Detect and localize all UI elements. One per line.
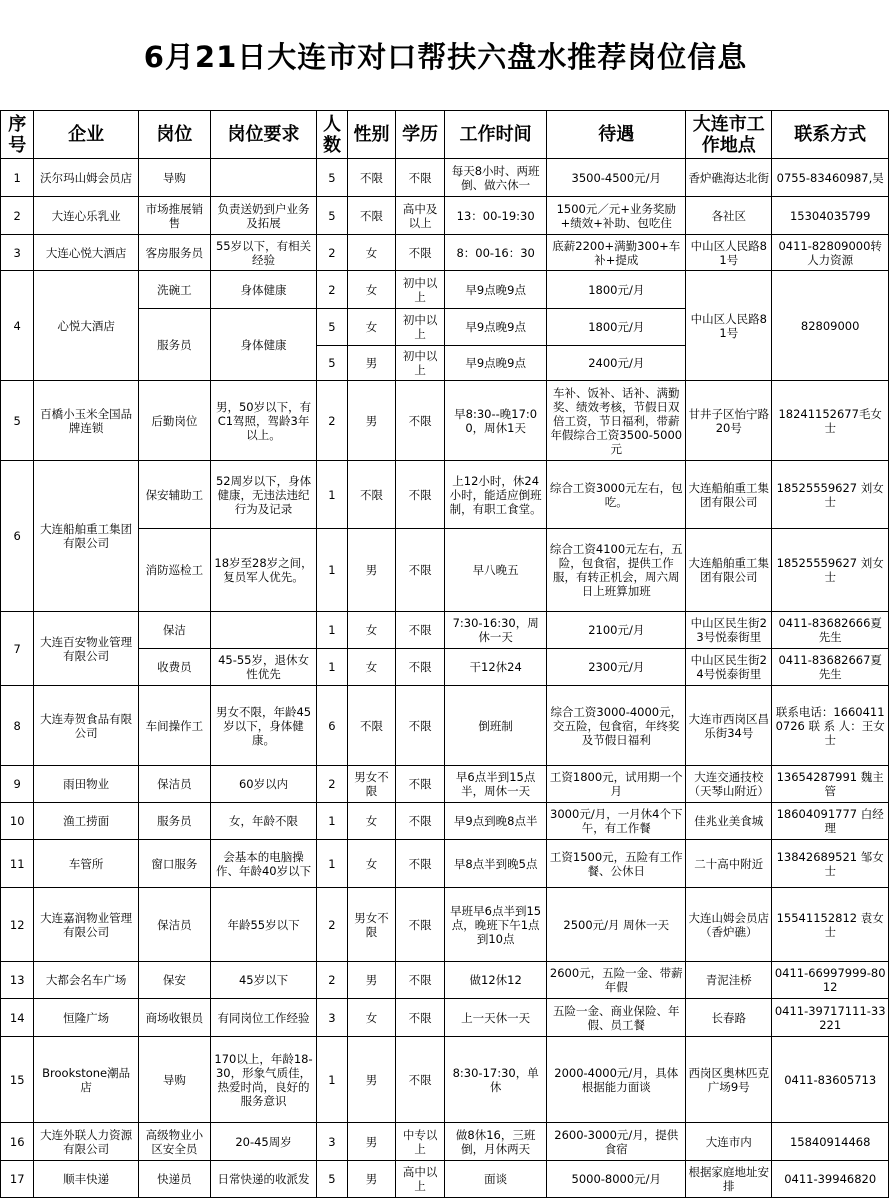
cell-no: 7 xyxy=(1,612,34,686)
cell-req: 男，50岁以下，有C1驾照，驾龄3年以上。 xyxy=(210,381,316,461)
cell-edu: 初中以上 xyxy=(396,271,445,309)
header-company: 企业 xyxy=(34,111,138,159)
cell-edu: 中专以上 xyxy=(396,1123,445,1161)
cell-edu: 不限 xyxy=(396,612,445,649)
cell-company: 大连心乐乳业 xyxy=(34,197,138,235)
cell-count: 2 xyxy=(317,888,347,962)
cell-gender: 男女不限 xyxy=(347,888,396,962)
cell-count: 1 xyxy=(317,649,347,686)
cell-time: 早8点半到晚5点 xyxy=(444,840,546,888)
cell-gender: 男 xyxy=(347,962,396,999)
cell-edu: 初中以上 xyxy=(396,309,445,346)
cell-gender: 男 xyxy=(347,346,396,381)
cell-place: 大连船舶重工集团有限公司 xyxy=(686,529,772,612)
cell-req: 负责送奶到户业务及拓展 xyxy=(210,197,316,235)
cell-gender: 女 xyxy=(347,612,396,649)
cell-place: 大连船舶重工集团有限公司 xyxy=(686,461,772,529)
cell-req xyxy=(210,612,316,649)
cell-post: 导购 xyxy=(138,1037,210,1123)
cell-edu: 高中及以上 xyxy=(396,197,445,235)
cell-post: 车间操作工 xyxy=(138,686,210,766)
cell-time: 干12休24 xyxy=(444,649,546,686)
cell-count: 3 xyxy=(317,1123,347,1161)
cell-no: 14 xyxy=(1,999,34,1037)
table-row xyxy=(1,999,889,1037)
cell-count: 2 xyxy=(317,271,347,309)
cell-pay: 3500-4500元/月 xyxy=(547,159,686,197)
cell-company: 顺丰快递 xyxy=(34,1161,138,1198)
cell-no: 12 xyxy=(1,888,34,962)
cell-time: 早9点晚9点 xyxy=(444,271,546,309)
cell-contact: 0755-83460987,吴 xyxy=(772,159,889,197)
cell-no: 1 xyxy=(1,159,34,197)
cell-contact: 0411-82809000转人力资源 xyxy=(772,235,889,271)
cell-time: 13：00-19:30 xyxy=(444,197,546,235)
cell-contact: 82809000 xyxy=(772,271,889,381)
cell-place: 中山区民生街23号悦泰街里 xyxy=(686,612,772,649)
header-count: 人数 xyxy=(317,111,347,159)
cell-contact: 0411-83682666夏先生 xyxy=(772,612,889,649)
header-req: 岗位要求 xyxy=(210,111,316,159)
cell-no: 13 xyxy=(1,962,34,999)
cell-company: Brookstone潮品店 xyxy=(34,1037,138,1123)
cell-place: 大连山姆会员店（香炉礁） xyxy=(686,888,772,962)
cell-company: 渔工捞面 xyxy=(34,803,138,840)
table-row xyxy=(1,962,889,999)
cell-time: 上12小时，休24小时，能适应倒班制，有职工食堂。 xyxy=(444,461,546,529)
cell-place: 长春路 xyxy=(686,999,772,1037)
cell-post: 高级物业小区安全员 xyxy=(138,1123,210,1161)
table-row xyxy=(1,1161,889,1198)
cell-post: 快递员 xyxy=(138,1161,210,1198)
cell-pay: 工资1500元，五险有工作餐、公休日 xyxy=(547,840,686,888)
cell-contact: 18604091777 白经理 xyxy=(772,803,889,840)
cell-post: 市场推展销售 xyxy=(138,197,210,235)
cell-post: 洗碗工 xyxy=(138,271,210,309)
cell-pay: 2300元/月 xyxy=(547,649,686,686)
cell-time: 早班早6点半到15点，晚班下午1点到10点 xyxy=(444,888,546,962)
cell-pay: 2600元，五险一金、带薪年假 xyxy=(547,962,686,999)
cell-count: 5 xyxy=(317,197,347,235)
cell-req: 45岁以下 xyxy=(210,962,316,999)
cell-pay: 2100元/月 xyxy=(547,612,686,649)
cell-contact: 0411-39717111-33221 xyxy=(772,999,889,1037)
cell-pay: 综合工资3000元左右，包吃。 xyxy=(547,461,686,529)
cell-time: 8:30-17:30，单休 xyxy=(444,1037,546,1123)
jobs-table xyxy=(0,110,889,1198)
cell-count: 1 xyxy=(317,803,347,840)
header-contact: 联系方式 xyxy=(772,111,889,159)
cell-pay: 1800元/月 xyxy=(547,271,686,309)
cell-time: 面谈 xyxy=(444,1161,546,1198)
table-row xyxy=(1,766,889,803)
table-row xyxy=(1,1037,889,1123)
cell-time: 早8:30--晚17:00，周休1天 xyxy=(444,381,546,461)
cell-post: 保安 xyxy=(138,962,210,999)
cell-edu: 不限 xyxy=(396,766,445,803)
cell-contact: 13842689521 邹女士 xyxy=(772,840,889,888)
cell-no: 17 xyxy=(1,1161,34,1198)
cell-pay: 综合工资3000-4000元，交五险，包食宿，年终奖及节假日福利 xyxy=(547,686,686,766)
table-row xyxy=(1,461,889,529)
cell-place: 甘井子区怡宁路20号 xyxy=(686,381,772,461)
cell-pay: 5000-8000元/月 xyxy=(547,1161,686,1198)
cell-edu: 不限 xyxy=(396,461,445,529)
cell-count: 1 xyxy=(317,529,347,612)
cell-req: 有同岗位工作经验 xyxy=(210,999,316,1037)
cell-post: 窗口服务 xyxy=(138,840,210,888)
cell-edu: 不限 xyxy=(396,529,445,612)
table-row xyxy=(1,271,889,309)
cell-edu: 不限 xyxy=(396,381,445,461)
cell-gender: 不限 xyxy=(347,159,396,197)
cell-req: 45-55岁，退休女性优先 xyxy=(210,649,316,686)
cell-contact: 15541152812 袁女士 xyxy=(772,888,889,962)
header-place: 大连市工作地点 xyxy=(686,111,772,159)
cell-pay: 2400元/月 xyxy=(547,346,686,381)
cell-company: 百橋小玉米全国品牌连锁 xyxy=(34,381,138,461)
cell-req: 身体健康 xyxy=(210,271,316,309)
cell-pay: 车补、饭补、话补、满勤奖、绩效考核，节假日双倍工资，节日福利，带薪年假综合工资3500-5000元 xyxy=(547,381,686,461)
header-time: 工作时间 xyxy=(444,111,546,159)
cell-count: 5 xyxy=(317,346,347,381)
table-row xyxy=(1,840,889,888)
cell-post: 保安辅助工 xyxy=(138,461,210,529)
cell-pay: 3000元/月，一月休4个下午，有工作餐 xyxy=(547,803,686,840)
cell-count: 3 xyxy=(317,999,347,1037)
table-row xyxy=(1,1123,889,1161)
cell-contact: 15840914468 xyxy=(772,1123,889,1161)
cell-edu: 高中以上 xyxy=(396,1161,445,1198)
cell-post: 保洁员 xyxy=(138,766,210,803)
header-edu: 学历 xyxy=(396,111,445,159)
cell-req: 女，年龄不限 xyxy=(210,803,316,840)
cell-gender: 不限 xyxy=(347,197,396,235)
cell-gender: 男 xyxy=(347,1161,396,1198)
cell-post: 保洁员 xyxy=(138,888,210,962)
cell-req: 20-45周岁 xyxy=(210,1123,316,1161)
cell-count: 5 xyxy=(317,1161,347,1198)
cell-gender: 女 xyxy=(347,235,396,271)
cell-company: 大连船舶重工集团有限公司 xyxy=(34,461,138,612)
cell-gender: 不限 xyxy=(347,461,396,529)
cell-company: 心悦大酒店 xyxy=(34,271,138,381)
cell-no: 2 xyxy=(1,197,34,235)
cell-pay: 1500元／元+业务奖励+绩效+补助、包吃住 xyxy=(547,197,686,235)
cell-contact: 18525559627 刘女士 xyxy=(772,461,889,529)
cell-contact: 15304035799 xyxy=(772,197,889,235)
cell-pay: 2500元/月 周休一天 xyxy=(547,888,686,962)
cell-edu: 不限 xyxy=(396,649,445,686)
cell-time: 做8休16，三班倒，月休两天 xyxy=(444,1123,546,1161)
cell-pay: 综合工资4100元左右，五险，包食宿，提供工作服，有转正机会，周六周日上班算加班 xyxy=(547,529,686,612)
cell-req: 男女不限，年龄45岁以下，身体健康。 xyxy=(210,686,316,766)
cell-place: 二十高中附近 xyxy=(686,840,772,888)
cell-no: 8 xyxy=(1,686,34,766)
cell-no: 3 xyxy=(1,235,34,271)
cell-place: 大连交通技校（天琴山附近） xyxy=(686,766,772,803)
cell-gender: 女 xyxy=(347,803,396,840)
cell-company: 大连百安物业管理有限公司 xyxy=(34,612,138,686)
cell-place: 西岗区奥林匹克广场9号 xyxy=(686,1037,772,1123)
cell-place: 根据家庭地址安排 xyxy=(686,1161,772,1198)
cell-place: 香炉礁海达北街 xyxy=(686,159,772,197)
cell-gender: 男 xyxy=(347,1123,396,1161)
header-pay: 待遇 xyxy=(547,111,686,159)
cell-edu: 不限 xyxy=(396,159,445,197)
cell-edu: 不限 xyxy=(396,235,445,271)
cell-no: 5 xyxy=(1,381,34,461)
cell-gender: 女 xyxy=(347,649,396,686)
cell-count: 1 xyxy=(317,612,347,649)
cell-no: 6 xyxy=(1,461,34,612)
cell-company: 大都会名车广场 xyxy=(34,962,138,999)
cell-post: 导购 xyxy=(138,159,210,197)
cell-gender: 男 xyxy=(347,381,396,461)
cell-contact: 0411-83682667夏先生 xyxy=(772,649,889,686)
cell-count: 1 xyxy=(317,1037,347,1123)
cell-edu: 不限 xyxy=(396,888,445,962)
cell-time: 7:30-16:30，周休一天 xyxy=(444,612,546,649)
cell-post: 收费员 xyxy=(138,649,210,686)
cell-edu: 初中以上 xyxy=(396,346,445,381)
cell-edu: 不限 xyxy=(396,840,445,888)
table-row xyxy=(1,686,889,766)
cell-edu: 不限 xyxy=(396,962,445,999)
cell-pay: 底薪2200+满勤300+车补+提成 xyxy=(547,235,686,271)
cell-gender: 女 xyxy=(347,271,396,309)
cell-time: 每天8小时、两班倒、做六休一 xyxy=(444,159,546,197)
cell-contact: 0411-39946820 xyxy=(772,1161,889,1198)
cell-post: 客房服务员 xyxy=(138,235,210,271)
cell-edu: 不限 xyxy=(396,999,445,1037)
cell-req: 日常快递的收派发 xyxy=(210,1161,316,1198)
cell-contact: 0411-83605713 xyxy=(772,1037,889,1123)
header-post: 岗位 xyxy=(138,111,210,159)
cell-gender: 女 xyxy=(347,309,396,346)
cell-gender: 女 xyxy=(347,999,396,1037)
cell-count: 2 xyxy=(317,766,347,803)
cell-count: 5 xyxy=(317,159,347,197)
cell-no: 11 xyxy=(1,840,34,888)
cell-time: 早9点到晚8点半 xyxy=(444,803,546,840)
cell-time: 倒班制 xyxy=(444,686,546,766)
cell-pay: 五险一金、商业保险、年假、员工餐 xyxy=(547,999,686,1037)
cell-time: 早9点晚9点 xyxy=(444,346,546,381)
cell-time: 早6点半到15点半，周休一天 xyxy=(444,766,546,803)
table-row xyxy=(1,235,889,271)
header-row xyxy=(1,111,889,159)
header-gender: 性别 xyxy=(347,111,396,159)
cell-req: 52周岁以下，身体健康，无违法违纪行为及记录 xyxy=(210,461,316,529)
table-row xyxy=(1,197,889,235)
cell-no: 4 xyxy=(1,271,34,381)
cell-gender: 不限 xyxy=(347,686,396,766)
cell-place: 中山区民生街24号悦泰街里 xyxy=(686,649,772,686)
cell-post: 保洁 xyxy=(138,612,210,649)
table-row xyxy=(1,159,889,197)
cell-company: 沃尔玛山姆会员店 xyxy=(34,159,138,197)
cell-req: 170以上，年龄18-30，形象气质佳，热爱时尚，良好的服务意识 xyxy=(210,1037,316,1123)
cell-no: 9 xyxy=(1,766,34,803)
cell-contact: 0411-66997999-8012 xyxy=(772,962,889,999)
cell-req: 55岁以下，有相关经验 xyxy=(210,235,316,271)
cell-post: 服务员 xyxy=(138,803,210,840)
cell-post: 消防巡检工 xyxy=(138,529,210,612)
cell-company: 大连寿贺食品有限公司 xyxy=(34,686,138,766)
cell-gender: 女 xyxy=(347,840,396,888)
cell-post: 服务员 xyxy=(138,309,210,381)
cell-contact: 18525559627 刘女士 xyxy=(772,529,889,612)
header-no: 序号 xyxy=(1,111,34,159)
cell-edu: 不限 xyxy=(396,803,445,840)
table-row xyxy=(1,803,889,840)
cell-count: 2 xyxy=(317,381,347,461)
cell-count: 6 xyxy=(317,686,347,766)
table-row xyxy=(1,888,889,962)
cell-company: 车管所 xyxy=(34,840,138,888)
cell-edu: 不限 xyxy=(396,686,445,766)
cell-company: 大连外联人力资源有限公司 xyxy=(34,1123,138,1161)
page-title: 6月21日大连市对口帮扶六盘水推荐岗位信息 xyxy=(143,39,748,74)
cell-post: 后勤岗位 xyxy=(138,381,210,461)
cell-pay: 2600-3000元/月，提供食宿 xyxy=(547,1123,686,1161)
cell-post: 商场收银员 xyxy=(138,999,210,1037)
cell-company: 雨田物业 xyxy=(34,766,138,803)
cell-time: 早八晚五 xyxy=(444,529,546,612)
cell-req: 会基本的电脑操作、年龄40岁以下 xyxy=(210,840,316,888)
cell-place: 佳兆业美食城 xyxy=(686,803,772,840)
cell-no: 10 xyxy=(1,803,34,840)
cell-req: 60岁以内 xyxy=(210,766,316,803)
cell-no: 15 xyxy=(1,1037,34,1123)
table-row xyxy=(1,381,889,461)
cell-place: 中山区人民路81号 xyxy=(686,235,772,271)
cell-no: 16 xyxy=(1,1123,34,1161)
cell-place: 大连市西岗区昌乐街34号 xyxy=(686,686,772,766)
cell-edu: 不限 xyxy=(396,1037,445,1123)
cell-time: 上一天休一天 xyxy=(444,999,546,1037)
cell-count: 5 xyxy=(317,309,347,346)
cell-contact: 18241152677毛女士 xyxy=(772,381,889,461)
cell-count: 1 xyxy=(317,840,347,888)
cell-gender: 男女不限 xyxy=(347,766,396,803)
cell-req: 18岁至28岁之间，复员军人优先。 xyxy=(210,529,316,612)
cell-place: 青泥洼桥 xyxy=(686,962,772,999)
cell-company: 大连心悦大酒店 xyxy=(34,235,138,271)
cell-count: 2 xyxy=(317,962,347,999)
cell-place: 各社区 xyxy=(686,197,772,235)
table-row xyxy=(1,612,889,649)
cell-req: 身体健康 xyxy=(210,309,316,381)
cell-time: 早9点晚9点 xyxy=(444,309,546,346)
cell-company: 恒隆广场 xyxy=(34,999,138,1037)
cell-pay: 1800元/月 xyxy=(547,309,686,346)
cell-place: 大连市内 xyxy=(686,1123,772,1161)
cell-count: 2 xyxy=(317,235,347,271)
cell-pay: 2000-4000元/月，具体根据能力面谈 xyxy=(547,1037,686,1123)
cell-gender: 男 xyxy=(347,529,396,612)
cell-req xyxy=(210,159,316,197)
cell-count: 1 xyxy=(317,461,347,529)
cell-contact: 13654287991 魏主管 xyxy=(772,766,889,803)
cell-time: 做12休12 xyxy=(444,962,546,999)
cell-time: 8：00-16：30 xyxy=(444,235,546,271)
cell-company: 大连嘉润物业管理有限公司 xyxy=(34,888,138,962)
cell-contact: 联系电话：16604110726 联 系 人：王女士 xyxy=(772,686,889,766)
cell-req: 年龄55岁以下 xyxy=(210,888,316,962)
cell-gender: 男 xyxy=(347,1037,396,1123)
cell-pay: 工资1800元，试用期一个月 xyxy=(547,766,686,803)
cell-place: 中山区人民路81号 xyxy=(686,271,772,381)
